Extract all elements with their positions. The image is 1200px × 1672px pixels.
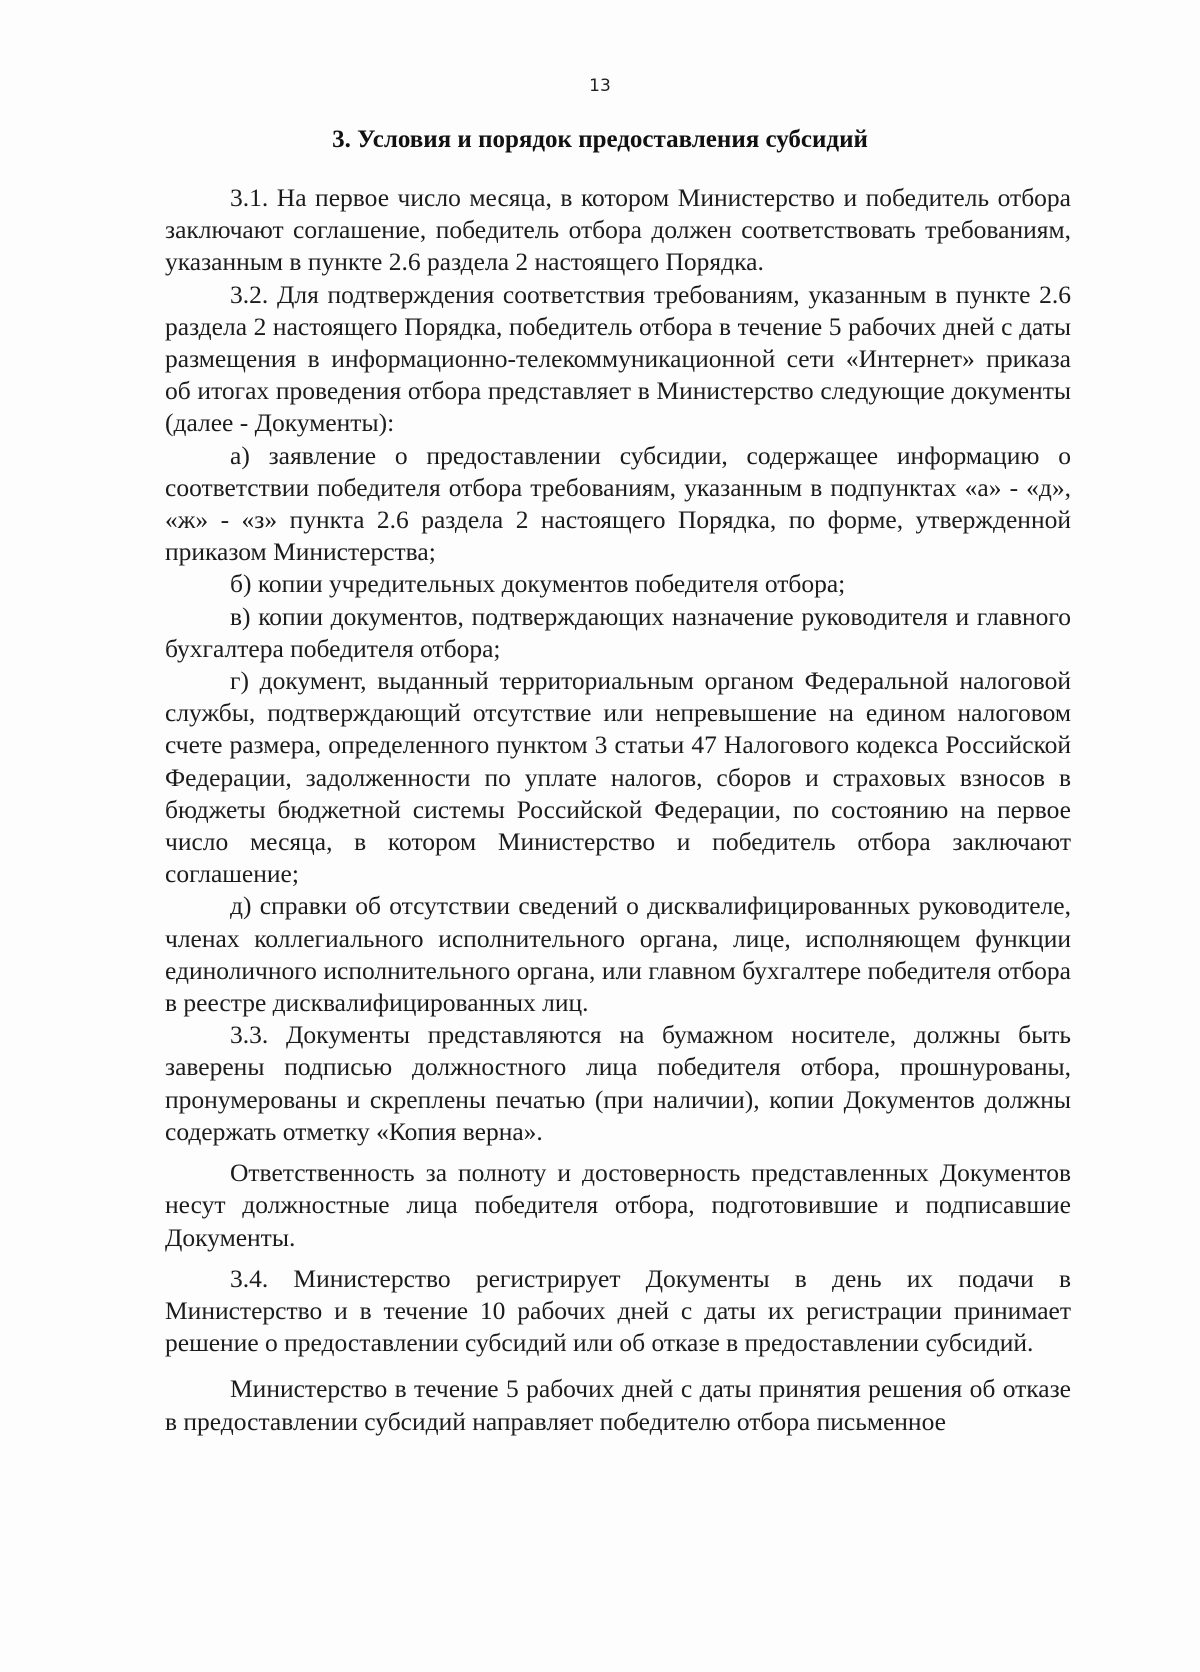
paragraph-item-g: г) документ, выданный территориальным органом Федеральной налоговой службы, подтверждающий отсутствие или непревышение на едином налоговом счете размера, определенного пунктом 3 статьи 47 Налогового кодекса Российской Федерации, задолженности по уплате налогов, сборов и страховых взносов в бюджеты бюджетной системы Российской Федерации, по состоянию на первое число месяца, в котором Министерство и победитель отбора заключают соглашение; <box>165 666 1071 889</box>
page-number: 13 <box>589 76 611 96</box>
paragraph-item-d: д) справки об отсутствии сведений о дисквалифицированных руководителе, членах коллегиального исполнительного органа, лице, исполняющем функции единоличного исполнительного органа, или главном бухгалтере победителя отбора в реестре дисквалифицированных лиц. <box>165 891 1071 1018</box>
paragraph-item-b: б) копии учредительных документов победителя отбора; <box>230 569 846 599</box>
paragraph-3-2: 3.2. Для подтверждения соответствия требованиям, указанным в пункте 2.6 раздела 2 настоящего Порядка, победитель отбора в течение 5 рабочих дней с даты размещения в информационно-телекоммуникационной сети «Интернет» приказа об итогах проведения отбора представляет в Министерство следующие документы (далее - Документы): <box>165 279 1071 438</box>
paragraph-item-a: а) заявление о предоставлении субсидии, содержащее информацию о соответствии победителя отбора требованиям, указанным в подпунктах «а» - «д», «ж» - «з» пункта 2.6 раздела 2 настоящего Порядка, по форме, утвержденной приказом Министерства; <box>165 440 1071 567</box>
document-body <box>165 182 1071 1438</box>
paragraph-item-v: в) копии документов, подтверждающих назначение руководителя и главного бухгалтера победителя отбора; <box>165 601 1071 663</box>
paragraph-refusal-notice: Министерство в течение 5 рабочих дней с даты принятия решения об отказе в предоставлении субсидий направляет победителю отбора письменное <box>165 1374 1071 1436</box>
paragraph-responsibility: Ответственность за полноту и достоверность представленных Документов несут должностные лица победителя отбора, подготовившие и подписавшие Документы. <box>165 1158 1071 1252</box>
paragraph-3-4: 3.4. Министерство регистрирует Документы в день их подачи в Министерство и в течение 10 рабочих дней с даты их регистрации принимает решение о предоставлении субсидий или об отказе в предоставлении субсидий. <box>165 1263 1071 1358</box>
paragraph-3-1: 3.1. На первое число месяца, в котором Министерство и победитель отбора заключают соглашение, победитель отбора должен соответствовать требованиям, указанным в пункте 2.6 раздела 2 настоящего Порядка. <box>165 183 1071 277</box>
section-title: 3. Условия и порядок предоставления субсидий <box>332 126 868 153</box>
paragraph-3-3: 3.3. Документы представляются на бумажном носителе, должны быть заверены подписью должностного лица победителя отбора, прошнурованы, пронумерованы и скреплены печатью (при наличии), копии Документов должны содержать отметку «Копия верна». <box>165 1020 1071 1146</box>
